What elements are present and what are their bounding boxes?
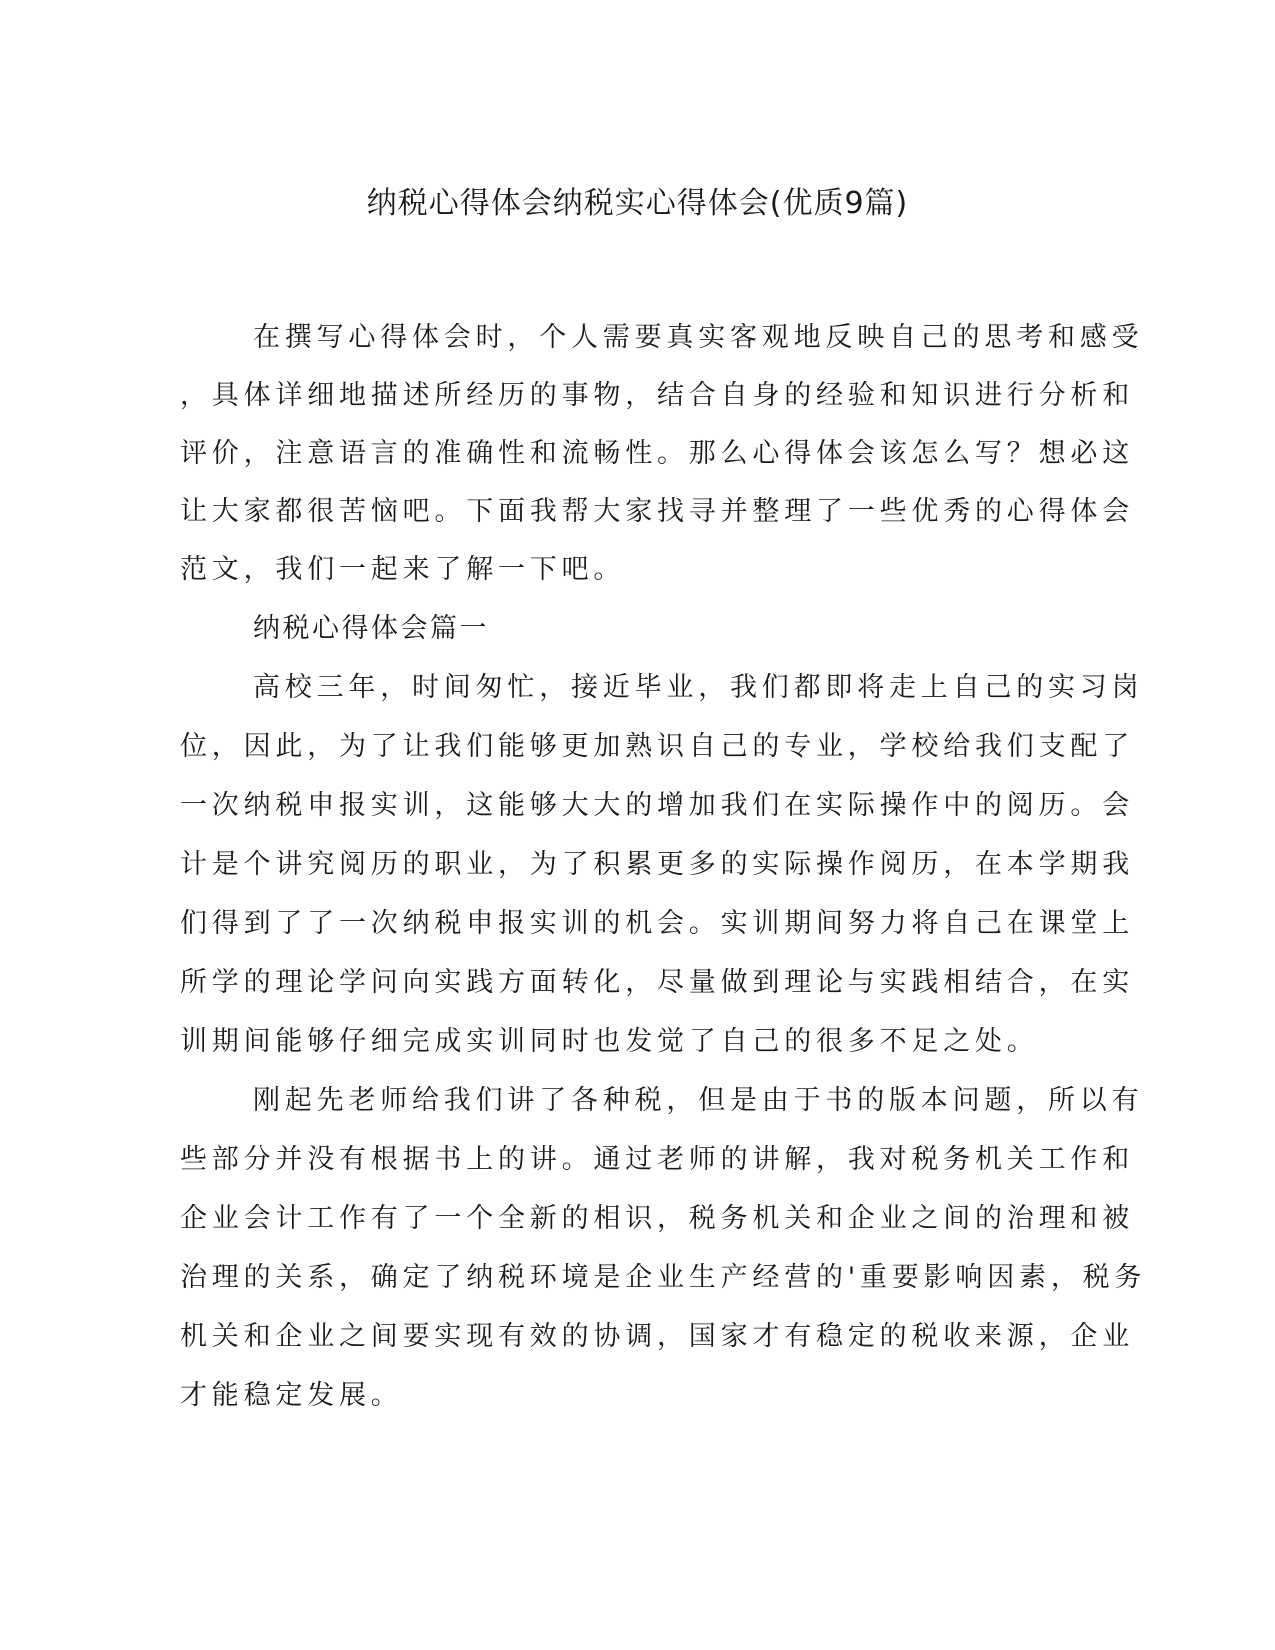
paragraph-line: 们得到了了一次纳税申报实训的机会。实训期间努力将自己在课堂上: [180, 908, 1134, 939]
paragraph-line: 机关和企业之间要实现有效的协调，国家才有稳定的税收来源，企业: [180, 1321, 1134, 1352]
document-title: 纳税心得体会纳税实心得体会(优质9篇): [366, 186, 909, 221]
intro-line: 范文，我们一起来了解一下吧。: [180, 554, 626, 585]
paragraph-line: 一次纳税申报实训，这能够大大的增加我们在实际操作中的阅历。会: [180, 790, 1134, 821]
paragraph-line: 所学的理论学问向实践方面转化，尽量做到理论与实践相结合，在实: [180, 967, 1134, 998]
paragraph-line: 训期间能够仔细完成实训同时也发觉了自己的很多不足之处。: [180, 1026, 1039, 1057]
intro-line: 评价，注意语言的准确性和流畅性。那么心得体会该怎么写？想必这: [180, 438, 1134, 469]
intro-line: 让大家都很苦恼吧。下面我帮大家找寻并整理了一些优秀的心得体会: [180, 496, 1134, 527]
paragraph-line: 刚起先老师给我们讲了各种税，但是由于书的版本问题，所以有: [253, 1085, 1144, 1116]
section-heading: 纳税心得体会篇一: [253, 613, 489, 644]
paragraph-line: 高校三年，时间匆忙，接近毕业，我们都即将走上自己的实习岗: [253, 672, 1144, 703]
paragraph-line: 些部分并没有根据书上的讲。通过老师的讲解，我对税务机关工作和: [180, 1144, 1134, 1175]
paragraph-line: 企业会计工作有了一个全新的相识，税务机关和企业之间的治理和被: [180, 1203, 1134, 1234]
intro-line: ，具体详细地描述所经历的事物，结合自身的经验和知识进行分析和: [180, 380, 1134, 411]
paragraph-line: 治理的关系，确定了纳税环境是企业生产经营的'重要影响因素，税务: [180, 1262, 1147, 1293]
paragraph-line: 才能稳定发展。: [180, 1380, 403, 1411]
paragraph-line: 位，因此，为了让我们能够更加熟识自己的专业，学校给我们支配了: [180, 731, 1134, 762]
intro-line: 在撰写心得体会时，个人需要真实客观地反映自己的思考和感受: [253, 322, 1144, 353]
paragraph-line: 计是个讲究阅历的职业，为了积累更多的实际操作阅历，在本学期我: [180, 849, 1134, 880]
